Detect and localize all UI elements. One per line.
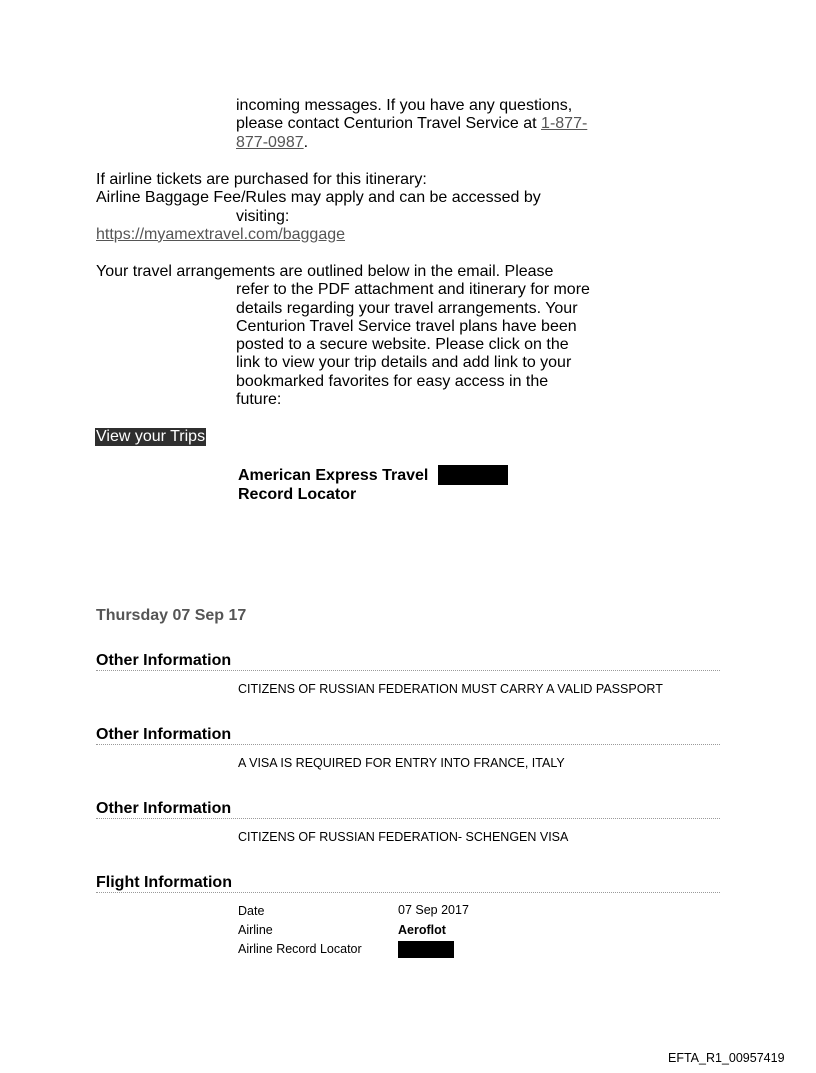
record-locator: [238, 466, 428, 504]
phone-link[interactable]: 1-877-: [541, 115, 588, 133]
flight-date-label: Date: [238, 904, 265, 918]
day-heading: Thursday 07 Sep 17: [96, 607, 247, 624]
section-divider: [96, 818, 720, 819]
baggage-url-link[interactable]: https://myamextravel.com/baggage: [96, 225, 346, 243]
intro-line-1: incoming messages. If you have any questions,: [236, 97, 573, 114]
section-divider: [96, 892, 720, 893]
section-text: CITIZENS OF RUSSIAN FEDERATION- SCHENGEN VISA: [238, 830, 569, 844]
arrangements-line: Centurion Travel Service travel plans have been: [236, 317, 577, 335]
arrangements-line: posted to a secure website. Please click on the: [236, 336, 569, 354]
phone-link-continued[interactable]: 877-0987: [236, 133, 304, 151]
redaction-box: [438, 465, 508, 485]
baggage-line-2: Airline Baggage Fee/Rules may apply and can be accessed by: [96, 189, 541, 207]
flight-airline-value: Aeroflot: [398, 923, 446, 937]
section-text: CITIZENS OF RUSSIAN FEDERATION MUST CARRY A VALID PASSPORT: [238, 682, 663, 696]
record-locator-line-2: Record Locator: [238, 486, 357, 503]
intro-line-3: 877-0987.: [236, 133, 309, 151]
baggage-line-1: If airline tickets are purchased for this itinerary:: [96, 171, 427, 188]
document-id: EFTA_R1_00957419: [668, 1051, 785, 1065]
baggage-line-3: visiting:: [236, 207, 290, 225]
intro-paragraph: [236, 97, 587, 152]
flight-locator-label: Airline Record Locator: [238, 942, 362, 956]
flight-date-value: 07 Sep 2017: [398, 903, 469, 917]
baggage-paragraph: [96, 171, 541, 244]
section-divider: [96, 670, 720, 671]
arrangements-line: future:: [236, 391, 282, 409]
section-text: A VISA IS REQUIRED FOR ENTRY INTO FRANCE, ITALY: [238, 756, 565, 770]
section-divider: [96, 744, 720, 745]
redaction-box: [398, 941, 454, 958]
arrangements-line: link to view your trip details and add link to your: [236, 354, 572, 372]
view-trips-link[interactable]: View your Trips: [96, 428, 206, 445]
flight-section-title: Flight Information: [96, 874, 232, 891]
arrangements-line: refer to the PDF attachment and itinerary for more: [236, 281, 590, 299]
section-title: Other Information: [96, 726, 232, 743]
arrangements-paragraph: [96, 263, 590, 409]
intro-line-2: please contact Centurion Travel Service at 1-877-: [236, 115, 588, 133]
section-title: Other Information: [96, 652, 232, 669]
arrangements-first-line: Your travel arrangements are outlined below in the email. Please: [96, 263, 554, 280]
record-locator-line-1: American Express Travel: [238, 467, 429, 484]
flight-airline-label: Airline: [238, 923, 273, 937]
section-title: Other Information: [96, 800, 232, 817]
arrangements-line: bookmarked favorites for easy access in the: [236, 372, 549, 390]
arrangements-line: details regarding your travel arrangements. Your: [236, 299, 578, 317]
